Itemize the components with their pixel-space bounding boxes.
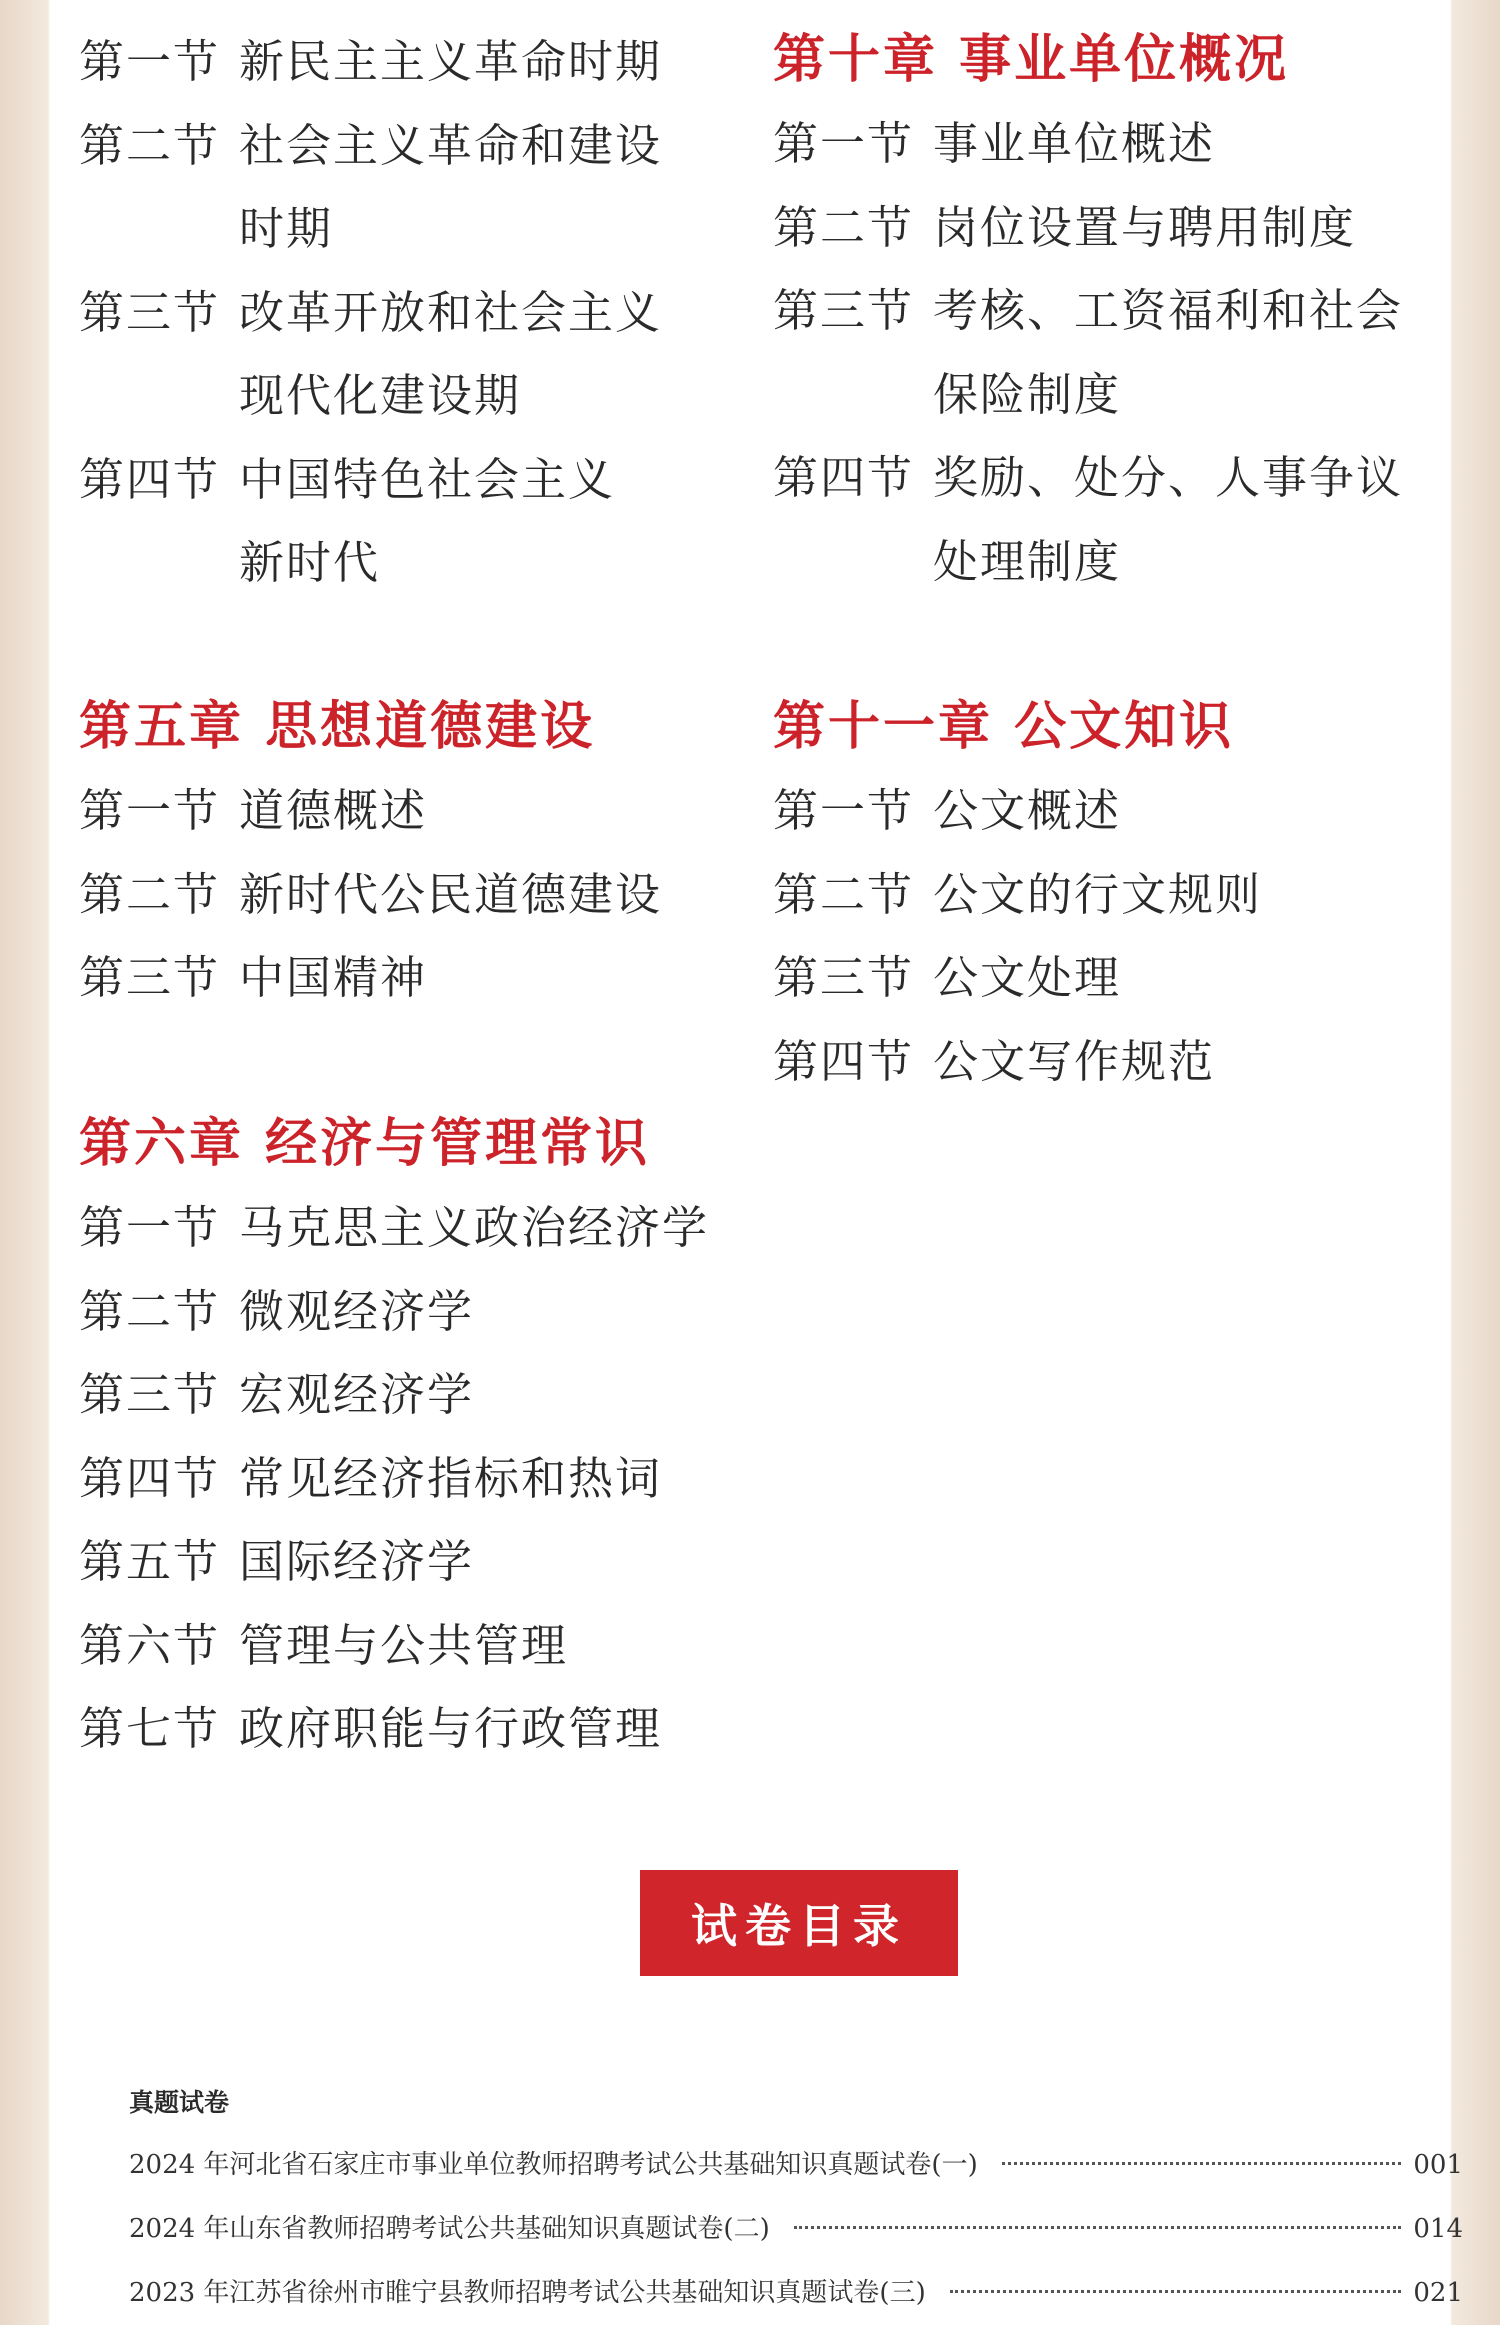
- leader-dots: [1002, 2162, 1402, 2165]
- section-number: 第七节: [79, 1702, 221, 1755]
- toc-section[interactable]: [79, 769, 759, 853]
- section-number: 第三节: [79, 285, 221, 339]
- chapter-block-5: [79, 685, 759, 1020]
- toc-section[interactable]: [773, 269, 1453, 436]
- exam-page-number: 014: [1413, 2214, 1463, 2244]
- section-number: 第一节: [79, 35, 221, 88]
- section-number: 第三节: [773, 284, 915, 337]
- toc-section[interactable]: [79, 1270, 759, 1354]
- section-number: 第一节: [79, 1201, 221, 1254]
- exam-list-item[interactable]: [129, 2197, 1463, 2261]
- toc-section[interactable]: [773, 186, 1453, 270]
- toc-section[interactable]: [79, 20, 759, 104]
- section-title: 中国精神: [239, 951, 428, 1004]
- section-title: 中国特色社会主义新时代: [239, 452, 616, 589]
- section-title: 改革开放和社会主义现代化建设期: [239, 285, 663, 422]
- chapter-block-history: [79, 20, 759, 605]
- section-number: 第三节: [773, 951, 915, 1004]
- leader-dots: [950, 2290, 1402, 2293]
- exam-section-heading: 真题试卷: [129, 2088, 230, 2117]
- chapter-block-10: [773, 18, 1453, 603]
- section-number: 第三节: [79, 1368, 221, 1421]
- section-title: 马克思主义政治经济学: [239, 1201, 710, 1254]
- section-title: 国际经济学: [239, 1535, 475, 1588]
- toc-section[interactable]: [79, 1186, 759, 1270]
- section-number: 第二节: [79, 867, 221, 921]
- toc-section[interactable]: [79, 1687, 759, 1771]
- toc-section[interactable]: [773, 853, 1453, 937]
- toc-section[interactable]: [79, 271, 759, 438]
- section-title: 岗位设置与聘用制度: [933, 200, 1357, 254]
- exam-list-item[interactable]: [129, 2133, 1463, 2197]
- section-title: 考核、工资福利和社会保险制度: [933, 284, 1404, 421]
- section-number: 第二节: [79, 1284, 221, 1338]
- section-title: 新民主主义革命时期: [239, 35, 663, 88]
- chapter-heading[interactable]: 第十一章 公文知识: [773, 697, 1235, 757]
- exam-title: 2024 年河北省石家庄市事业单位教师招聘考试公共基础知识真题试卷(一): [129, 2150, 978, 2180]
- section-title: 管理与公共管理: [239, 1618, 569, 1672]
- section-title: 微观经济学: [239, 1284, 475, 1338]
- section-title: 事业单位概述: [933, 117, 1216, 170]
- section-number: 第二节: [773, 867, 915, 921]
- section-number: 第一节: [773, 784, 915, 837]
- section-title: 公文写作规范: [933, 1034, 1216, 1088]
- section-title: 公文的行文规则: [933, 867, 1263, 921]
- section-number: 第一节: [773, 117, 915, 170]
- toc-section[interactable]: [773, 102, 1453, 186]
- toc-section[interactable]: [79, 104, 759, 271]
- exam-title: 2023 年江苏省徐州市睢宁县教师招聘考试公共基础知识真题试卷(三): [129, 2278, 926, 2308]
- toc-section[interactable]: [79, 438, 759, 605]
- chapter-heading[interactable]: 第六章 经济与管理常识: [79, 1114, 651, 1174]
- exam-catalog-button[interactable]: 试卷目录: [640, 1870, 958, 1976]
- toc-section[interactable]: [79, 1520, 759, 1604]
- exam-list: [129, 2133, 1463, 2325]
- toc-page: [50, 0, 1463, 2322]
- section-number: 第二节: [773, 200, 915, 254]
- section-title: 公文处理: [933, 951, 1122, 1004]
- section-number: 第三节: [79, 951, 221, 1004]
- section-title: 政府职能与行政管理: [239, 1702, 663, 1755]
- section-title: 道德概述: [239, 784, 428, 837]
- section-number: 第四节: [773, 1034, 915, 1088]
- toc-section[interactable]: [773, 1020, 1453, 1104]
- section-title: 公文概述: [933, 784, 1122, 837]
- exam-list-item[interactable]: [129, 2261, 1463, 2325]
- section-number: 第五节: [79, 1535, 221, 1588]
- section-title: 社会主义革命和建设时期: [239, 118, 663, 255]
- toc-section[interactable]: [773, 769, 1453, 853]
- section-title: 新时代公民道德建设: [239, 867, 663, 921]
- exam-page-number: 001: [1413, 2150, 1463, 2180]
- section-number: 第四节: [79, 1451, 221, 1505]
- section-number: 第四节: [79, 452, 221, 506]
- toc-section[interactable]: [773, 436, 1453, 603]
- exam-title: 2024 年山东省教师招聘考试公共基础知识真题试卷(二): [129, 2214, 770, 2244]
- toc-section[interactable]: [79, 1437, 759, 1521]
- exam-page-number: 021: [1413, 2278, 1463, 2308]
- section-number: 第六节: [79, 1618, 221, 1672]
- section-title: 宏观经济学: [239, 1368, 475, 1421]
- chapter-heading[interactable]: 第五章 思想道德建设: [79, 697, 596, 757]
- section-number: 第四节: [773, 451, 915, 504]
- toc-section[interactable]: [79, 853, 759, 937]
- section-number: 第二节: [79, 118, 221, 172]
- toc-section[interactable]: [79, 1604, 759, 1688]
- section-number: 第一节: [79, 784, 221, 837]
- toc-section[interactable]: [773, 936, 1453, 1020]
- section-title: 奖励、处分、人事争议处理制度: [933, 451, 1404, 588]
- chapter-block-6: [79, 1102, 759, 1771]
- chapter-heading[interactable]: 第十章 事业单位概况: [773, 30, 1290, 90]
- leader-dots: [794, 2226, 1402, 2229]
- section-title: 常见经济指标和热词: [239, 1451, 663, 1505]
- toc-section[interactable]: [79, 1353, 759, 1437]
- toc-section[interactable]: [79, 936, 759, 1020]
- chapter-block-11: [773, 685, 1453, 1103]
